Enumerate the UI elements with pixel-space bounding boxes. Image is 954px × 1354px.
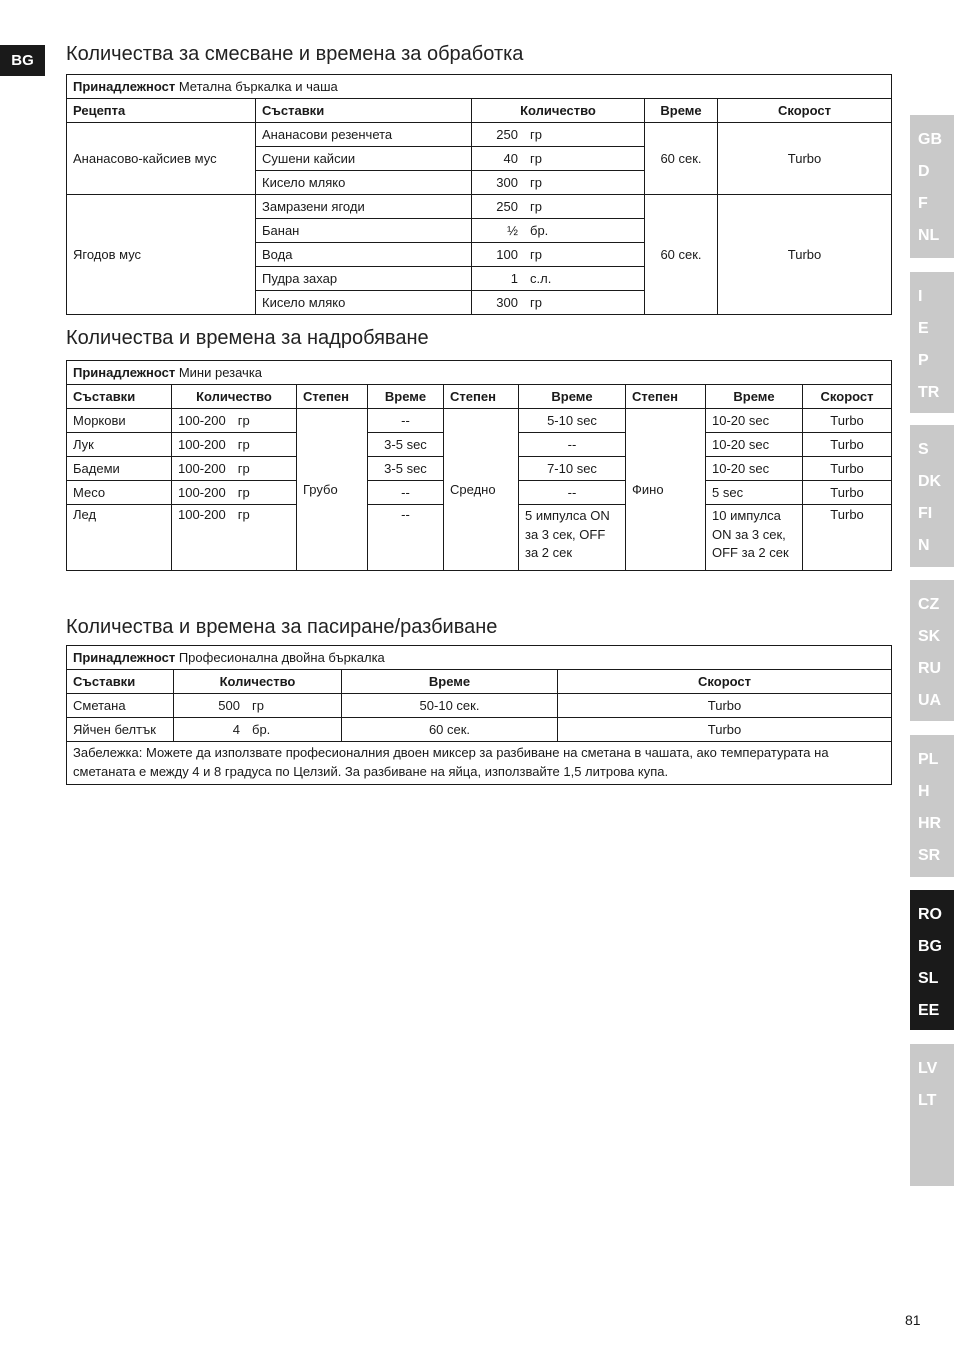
table-row [67, 195, 892, 219]
quantity-cell: 250 гр [472, 195, 645, 219]
language-code[interactable]: HR [918, 815, 942, 832]
language-group [910, 115, 954, 258]
language-code[interactable]: LV [918, 1060, 938, 1077]
accessory-row: Принадлежност Мини резачка [67, 361, 892, 385]
time-cell: 5 импулса ON за 3 сек, OFF за 2 сек [519, 505, 626, 571]
ingredient-cell: Замразени ягоди [256, 195, 472, 219]
time-cell: 3-5 sec [368, 457, 444, 481]
language-code[interactable]: P [918, 352, 929, 369]
language-code[interactable]: NL [918, 227, 940, 244]
chopping-table [66, 360, 892, 571]
recipe-name: Ананасово-кайсиев мус [67, 123, 256, 195]
quantity-cell: 4 бр. [174, 718, 342, 742]
language-group [910, 425, 954, 567]
language-group [910, 890, 954, 1030]
time-cell: 10-20 sec [706, 409, 803, 433]
time-cell: -- [368, 409, 444, 433]
time-cell: 60 сек. [342, 718, 558, 742]
quantity-cell: 40 гр [472, 147, 645, 171]
column-header: Съставки [67, 385, 172, 409]
time-cell: 10 импулса ON за 3 сек, OFF за 2 сек [706, 505, 803, 571]
ingredient-cell: Вода [256, 243, 472, 267]
quantity-cell: 250 гр [472, 123, 645, 147]
language-code[interactable]: BG [918, 938, 942, 955]
column-header: Скорост [803, 385, 892, 409]
language-code[interactable]: FI [918, 505, 933, 522]
accessory-row: Принадлежност Професионална двойна бъркалка [67, 646, 892, 670]
language-code[interactable]: UA [918, 692, 942, 709]
language-code[interactable]: EE [918, 1002, 940, 1019]
time-cell: 7-10 sec [519, 457, 626, 481]
column-header: Степен [444, 385, 519, 409]
language-code[interactable]: TR [918, 384, 940, 401]
ingredient-cell: Месо [67, 481, 172, 505]
language-code[interactable]: S [918, 441, 929, 458]
grade-cell: Грубо [297, 409, 368, 571]
language-code[interactable]: SR [918, 847, 941, 864]
column-header: Време [706, 385, 803, 409]
language-code[interactable]: GB [918, 131, 942, 148]
quantity-cell: 300 гр [472, 291, 645, 315]
note: Забележка: Можете да използвате професионалния двоен миксер за разбиване на сметана в чашата, ако температурата на сметаната е между 4 и 8 градуса по Целзий. За разбиване на яйца, използвайте 1,5 литрова купа. [67, 742, 892, 785]
speed-cell: Turbo [803, 505, 892, 571]
ingredient-cell: Пудра захар [256, 267, 472, 291]
ingredient-cell: Кисело мляко [256, 291, 472, 315]
column-header: Съставки [256, 99, 472, 123]
quantity-cell: 500 гр [174, 694, 342, 718]
grade-cell: Фино [626, 409, 706, 571]
language-code[interactable]: E [918, 320, 929, 337]
language-group [910, 580, 954, 721]
quantity-cell: 1 с.л. [472, 267, 645, 291]
speed-cell: Turbo [558, 718, 892, 742]
quantity-cell: 100-200 гр [172, 457, 297, 481]
language-code[interactable]: RO [918, 906, 942, 923]
section-title-mixing: Количества за смесване и времена за обработка [66, 43, 524, 65]
speed-cell: Turbo [558, 694, 892, 718]
language-code[interactable]: PL [918, 751, 939, 768]
time-cell: 5 sec [706, 481, 803, 505]
table-row [67, 694, 892, 718]
ingredient-cell: Сметана [67, 694, 174, 718]
time-cell: -- [519, 481, 626, 505]
column-header: Количество [174, 670, 342, 694]
time-cell: 50-10 сек. [342, 694, 558, 718]
language-code[interactable]: I [918, 288, 923, 305]
language-code[interactable]: H [918, 783, 930, 800]
column-header: Количество [172, 385, 297, 409]
language-code[interactable]: N [918, 537, 930, 554]
time-cell: 10-20 sec [706, 457, 803, 481]
language-code[interactable]: RU [918, 660, 942, 677]
time-cell: -- [368, 505, 444, 571]
ingredient-cell: Кисело мляко [256, 171, 472, 195]
recipe-name: Ягодов мус [67, 195, 256, 315]
language-group [910, 1044, 954, 1186]
ingredient-cell: Банан [256, 219, 472, 243]
language-code[interactable]: D [918, 163, 930, 180]
quantity-cell: 100-200 гр [172, 433, 297, 457]
ingredient-cell: Лук [67, 433, 172, 457]
quantity-cell: 100-200 гр [172, 409, 297, 433]
column-header: Скорост [718, 99, 892, 123]
speed-cell: Turbo [803, 481, 892, 505]
ingredient-cell: Бадеми [67, 457, 172, 481]
language-code[interactable]: CZ [918, 596, 940, 613]
column-header: Степен [297, 385, 368, 409]
quantity-cell: ½ бр. [472, 219, 645, 243]
column-header: Време [342, 670, 558, 694]
language-group [910, 272, 954, 413]
speed-cell: Turbo [718, 195, 892, 315]
time-cell: 60 сек. [645, 123, 718, 195]
grade-cell: Средно [444, 409, 519, 571]
column-header: Време [368, 385, 444, 409]
time-cell: 3-5 sec [368, 433, 444, 457]
time-cell: 60 сек. [645, 195, 718, 315]
section-title-chopping: Количества и времена за надробяване [66, 327, 429, 349]
ingredient-cell: Сушени кайсии [256, 147, 472, 171]
speed-cell: Turbo [803, 433, 892, 457]
column-header: Рецепта [67, 99, 256, 123]
time-cell: -- [368, 481, 444, 505]
column-header: Време [645, 99, 718, 123]
speed-cell: Turbo [803, 457, 892, 481]
column-header: Степен [626, 385, 706, 409]
language-code[interactable]: DK [918, 473, 942, 490]
ingredient-cell: Яйчен белтък [67, 718, 174, 742]
section-title-whisking: Количества и времена за пасиране/разбиване [66, 616, 498, 638]
column-header: Скорост [558, 670, 892, 694]
language-code[interactable]: SL [918, 970, 939, 987]
table-row [67, 409, 892, 433]
accessory-row: Принадлежност Метална бъркалка и чаша [67, 75, 892, 99]
time-cell: 10-20 sec [706, 433, 803, 457]
quantity-cell: 100 гр [472, 243, 645, 267]
language-group [910, 735, 954, 877]
quantity-cell: 100-200 гр [172, 481, 297, 505]
ingredient-cell: Моркови [67, 409, 172, 433]
quantity-cell: 100-200 гр [172, 505, 297, 571]
column-header: Количество [472, 99, 645, 123]
table-row [67, 718, 892, 742]
language-tag: BG [0, 45, 45, 76]
mixing-table [66, 74, 892, 315]
ingredient-cell: Ананасови резенчета [256, 123, 472, 147]
column-header: Време [519, 385, 626, 409]
time-cell: 5-10 sec [519, 409, 626, 433]
ingredient-cell: Лед [67, 505, 172, 571]
language-code[interactable]: F [918, 195, 928, 212]
speed-cell: Turbo [718, 123, 892, 195]
column-header: Съставки [67, 670, 174, 694]
quantity-cell: 300 гр [472, 171, 645, 195]
language-code[interactable]: LT [918, 1092, 937, 1109]
time-cell: -- [519, 433, 626, 457]
whisking-table [66, 645, 892, 785]
speed-cell: Turbo [803, 409, 892, 433]
page-number: 81 [905, 1312, 921, 1328]
table-row [67, 123, 892, 147]
language-code[interactable]: SK [918, 628, 941, 645]
